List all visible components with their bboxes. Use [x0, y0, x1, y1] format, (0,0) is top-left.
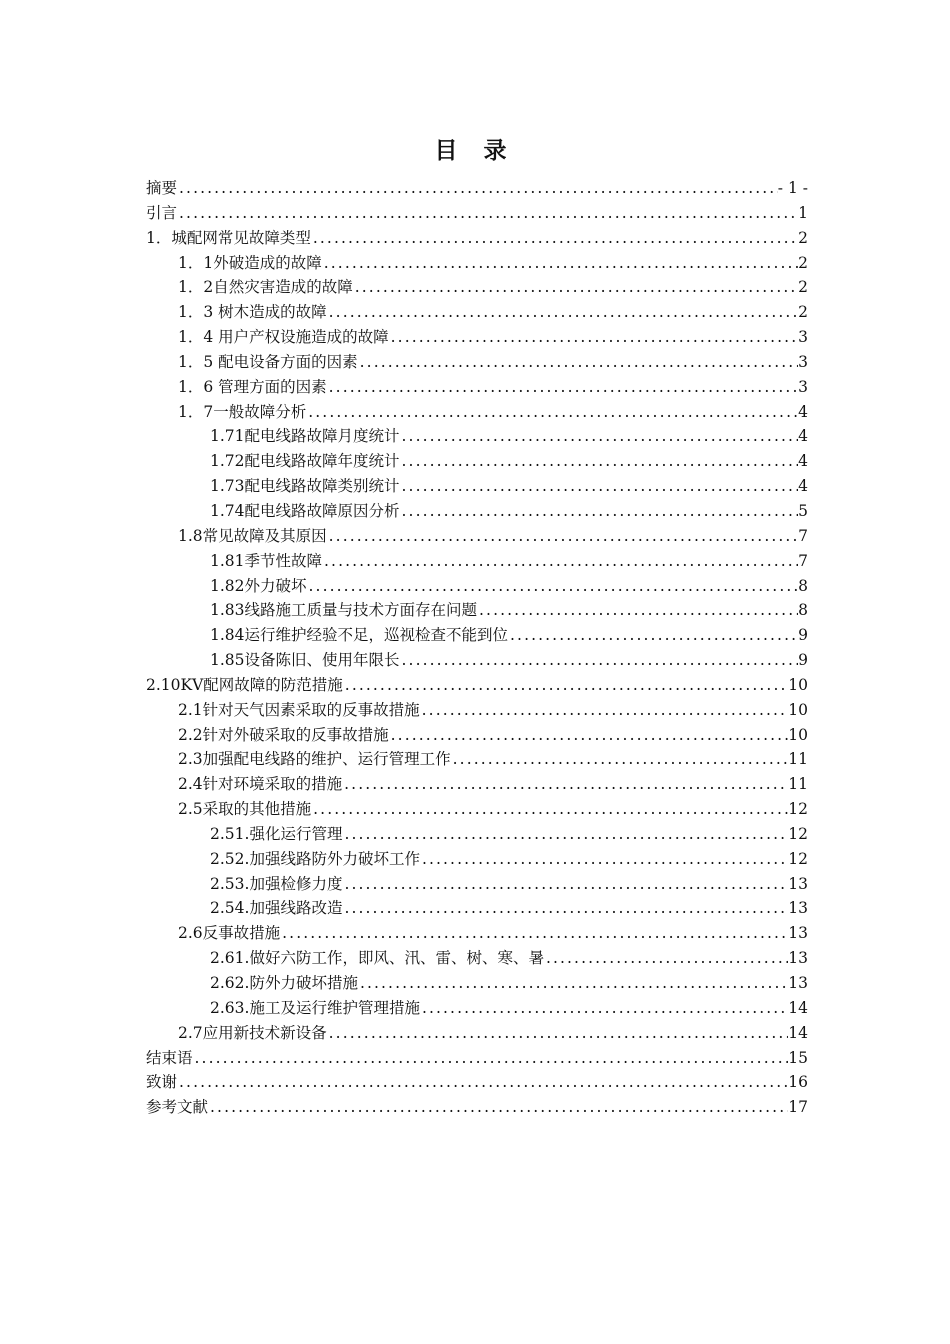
dot-leader	[177, 1070, 788, 1095]
dot-leader	[420, 698, 789, 723]
toc-entry[interactable]	[146, 201, 808, 226]
toc-page-number: 13	[788, 974, 808, 992]
toc-page-number: 2	[798, 228, 808, 247]
toc-entry-text: 1．3 树木造成的故障	[178, 303, 327, 322]
toc-entry-text: 致谢	[146, 1073, 178, 1092]
toc-page-number: 1	[798, 203, 808, 222]
dot-leader	[311, 797, 788, 822]
toc-entry[interactable]	[146, 822, 808, 847]
toc-page-number: 3	[798, 328, 808, 347]
toc-page-number: 13	[788, 949, 808, 968]
toc-entry-text: 2.52.加强线路防外力破坏工作	[210, 849, 420, 868]
toc-page-number: 10	[788, 725, 808, 744]
toc-page-number: 3	[798, 352, 808, 371]
dot-leader	[327, 524, 798, 549]
toc-entry[interactable]	[146, 872, 808, 897]
dot-leader	[327, 375, 798, 400]
toc-entry-text: 1．7一般故障分析	[178, 402, 307, 421]
toc-entry-text: 1．6 管理方面的因素	[178, 377, 327, 396]
toc-entry-text: 2.7应用新技术新设备	[178, 1023, 327, 1042]
toc-page-number: 4	[798, 402, 808, 421]
toc-entry-text: 1．城配网常见故障类型	[146, 228, 311, 247]
toc-entry[interactable]	[146, 921, 808, 946]
dot-leader	[353, 275, 798, 300]
dot-leader	[477, 598, 798, 623]
toc-entry[interactable]	[146, 1095, 808, 1120]
dot-leader	[508, 623, 798, 648]
toc-page-number: 9	[798, 626, 808, 645]
dot-leader	[311, 226, 798, 251]
dot-leader	[307, 574, 799, 599]
toc-entry[interactable]	[146, 400, 808, 425]
toc-entry-text: 1.74配电线路故障原因分析	[210, 501, 400, 520]
toc-entry-text: 1．4 用户产权设施造成的故障	[178, 328, 389, 347]
toc-page-number: - 1 -	[777, 179, 808, 197]
dot-leader	[342, 822, 788, 847]
toc-entry-text: 2.63.施工及运行维护管理措施	[210, 998, 420, 1017]
dot-leader	[389, 723, 789, 748]
toc-page-number: 13	[788, 924, 808, 943]
toc-entry-text: 1.85设备陈旧、使用年限长	[210, 651, 400, 670]
dot-leader	[400, 424, 799, 449]
toc-list	[146, 176, 808, 1120]
dot-leader	[306, 400, 798, 425]
toc-entry[interactable]	[146, 598, 808, 623]
toc-page-number: 4	[798, 477, 808, 496]
toc-entry-text: 1．2自然灾害造成的故障	[178, 278, 353, 297]
toc-entry-text: 2.62.防外力破坏措施	[210, 974, 358, 992]
toc-entry-text: 参考文献	[146, 1098, 209, 1117]
toc-page-number: 13	[788, 874, 808, 893]
toc-title: 目 录	[434, 138, 516, 164]
toc-page-number: 14	[788, 998, 808, 1017]
dot-leader	[342, 772, 788, 797]
toc-entry[interactable]	[146, 723, 808, 748]
toc-entry[interactable]	[146, 176, 808, 201]
toc-entry[interactable]	[146, 797, 808, 822]
toc-entry-text: 2.1针对天气因素采取的反事故措施	[178, 700, 420, 719]
toc-page-number: 11	[788, 750, 808, 769]
toc-page-number: 4	[798, 452, 808, 471]
dot-leader	[358, 350, 798, 375]
toc-page-number: 2	[798, 253, 808, 272]
toc-page-number: 8	[798, 576, 808, 595]
toc-entry-text: 2.4针对环境采取的措施	[178, 775, 343, 794]
toc-entry[interactable]	[146, 1070, 808, 1095]
toc-entry-text: 1．1外破造成的故障	[178, 253, 322, 272]
toc-entry-text: 摘要	[146, 179, 178, 197]
dot-leader	[327, 1021, 789, 1046]
toc-entry[interactable]	[146, 300, 808, 325]
toc-entry[interactable]	[146, 524, 808, 549]
toc-entry[interactable]	[146, 226, 808, 251]
toc-entry-text: 1.81季节性故障	[210, 551, 323, 570]
toc-entry-text: 1.8常见故障及其原因	[178, 526, 327, 545]
dot-leader	[420, 996, 788, 1021]
toc-page-number: 10	[788, 700, 808, 719]
toc-entry-text: 1.73配电线路故障类别统计	[210, 477, 400, 496]
toc-entry-text: 1.84运行维护经验不足，巡视检查不能到位	[210, 626, 509, 645]
dot-leader	[177, 201, 798, 226]
toc-entry[interactable]	[146, 673, 808, 698]
toc-page-number: 12	[788, 800, 808, 819]
toc-entry-text: 2.51.强化运行管理	[210, 824, 343, 843]
toc-entry-text: 1.83线路施工质量与技术方面存在问题	[210, 601, 478, 620]
dot-leader	[342, 896, 788, 921]
toc-entry[interactable]	[146, 623, 808, 648]
toc-entry-text: 2.5采取的其他措施	[178, 800, 312, 819]
toc-page-number: 7	[798, 551, 808, 570]
toc-page-number: 13	[788, 899, 808, 918]
toc-entry[interactable]	[146, 896, 808, 921]
toc-page-number: 3	[798, 377, 808, 396]
dot-leader	[400, 449, 799, 474]
toc-entry[interactable]	[146, 996, 808, 1021]
toc-entry[interactable]	[146, 549, 808, 574]
dot-leader	[193, 1046, 789, 1071]
dot-leader	[343, 673, 788, 698]
toc-page-number: 12	[788, 849, 808, 868]
dot-leader	[420, 847, 788, 872]
dot-leader	[322, 251, 798, 276]
dot-leader	[327, 300, 798, 325]
toc-entry-text: 2.3加强配电线路的维护、运行管理工作	[178, 750, 451, 769]
dot-leader	[400, 474, 799, 499]
dot-leader	[400, 648, 799, 673]
toc-entry-text: 2.54.加强线路改造	[210, 899, 343, 918]
toc-page-number: 9	[798, 651, 808, 670]
dot-leader	[322, 549, 798, 574]
toc-entry-text: 引言	[146, 203, 178, 222]
toc-entry-text: 2.61.做好六防工作，即风、汛、雷、树、寒、暑	[210, 949, 544, 968]
dot-leader	[280, 921, 788, 946]
toc-entry[interactable]	[146, 847, 808, 872]
toc-entry[interactable]	[146, 1021, 808, 1046]
toc-entry-text: 1．5 配电设备方面的因素	[178, 352, 358, 371]
toc-page-number: 14	[788, 1023, 808, 1042]
toc-page-number: 2	[798, 303, 808, 322]
toc-page-number: 17	[788, 1098, 808, 1117]
toc-page-number: 12	[788, 824, 808, 843]
toc-entry[interactable]	[146, 275, 808, 300]
dot-leader	[208, 1095, 788, 1120]
toc-entry[interactable]	[146, 648, 808, 673]
toc-page-number: 2	[798, 278, 808, 297]
toc-entry[interactable]	[146, 251, 808, 276]
dot-leader	[389, 325, 798, 350]
toc-entry[interactable]	[146, 574, 808, 599]
toc-entry[interactable]	[146, 747, 808, 772]
toc-entry[interactable]	[146, 449, 808, 474]
toc-page-number: 11	[788, 775, 808, 794]
toc-entry-text: 1.71配电线路故障月度统计	[210, 427, 400, 446]
toc-entry-text: 2.10KV配网故障的防范措施	[146, 675, 343, 694]
toc-entry[interactable]	[146, 946, 808, 971]
dot-leader	[342, 872, 788, 897]
toc-entry[interactable]	[146, 499, 808, 524]
toc-page-number: 16	[788, 1073, 808, 1092]
toc-entry[interactable]	[146, 325, 808, 350]
toc-entry-text: 2.6反事故措施	[178, 924, 281, 943]
toc-page-number: 5	[798, 501, 808, 520]
toc-entry[interactable]	[146, 424, 808, 449]
toc-entry-text: 结束语	[146, 1048, 193, 1067]
toc-entry[interactable]	[146, 1046, 808, 1071]
dot-leader	[400, 499, 799, 524]
toc-page-number: 7	[798, 526, 808, 545]
toc-page-number: 4	[798, 427, 808, 446]
toc-entry-text: 1.72配电线路故障年度统计	[210, 452, 400, 471]
dot-leader	[451, 747, 789, 772]
dot-leader	[177, 176, 778, 201]
toc-page-number: 8	[798, 601, 808, 620]
toc-entry-text: 2.53.加强检修力度	[210, 874, 343, 893]
toc-entry[interactable]	[146, 474, 808, 499]
toc-entry[interactable]	[146, 971, 808, 996]
dot-leader	[358, 971, 788, 996]
toc-entry[interactable]	[146, 698, 808, 723]
toc-entry[interactable]	[146, 375, 808, 400]
dot-leader	[544, 946, 788, 971]
toc-entry[interactable]	[146, 772, 808, 797]
toc-entry-text: 2.2针对外破采取的反事故措施	[178, 725, 389, 744]
toc-entry[interactable]	[146, 350, 808, 375]
toc-page-number: 10	[788, 675, 808, 694]
toc-entry-text: 1.82外力破坏	[210, 576, 307, 595]
toc-page-number: 15	[788, 1048, 808, 1067]
